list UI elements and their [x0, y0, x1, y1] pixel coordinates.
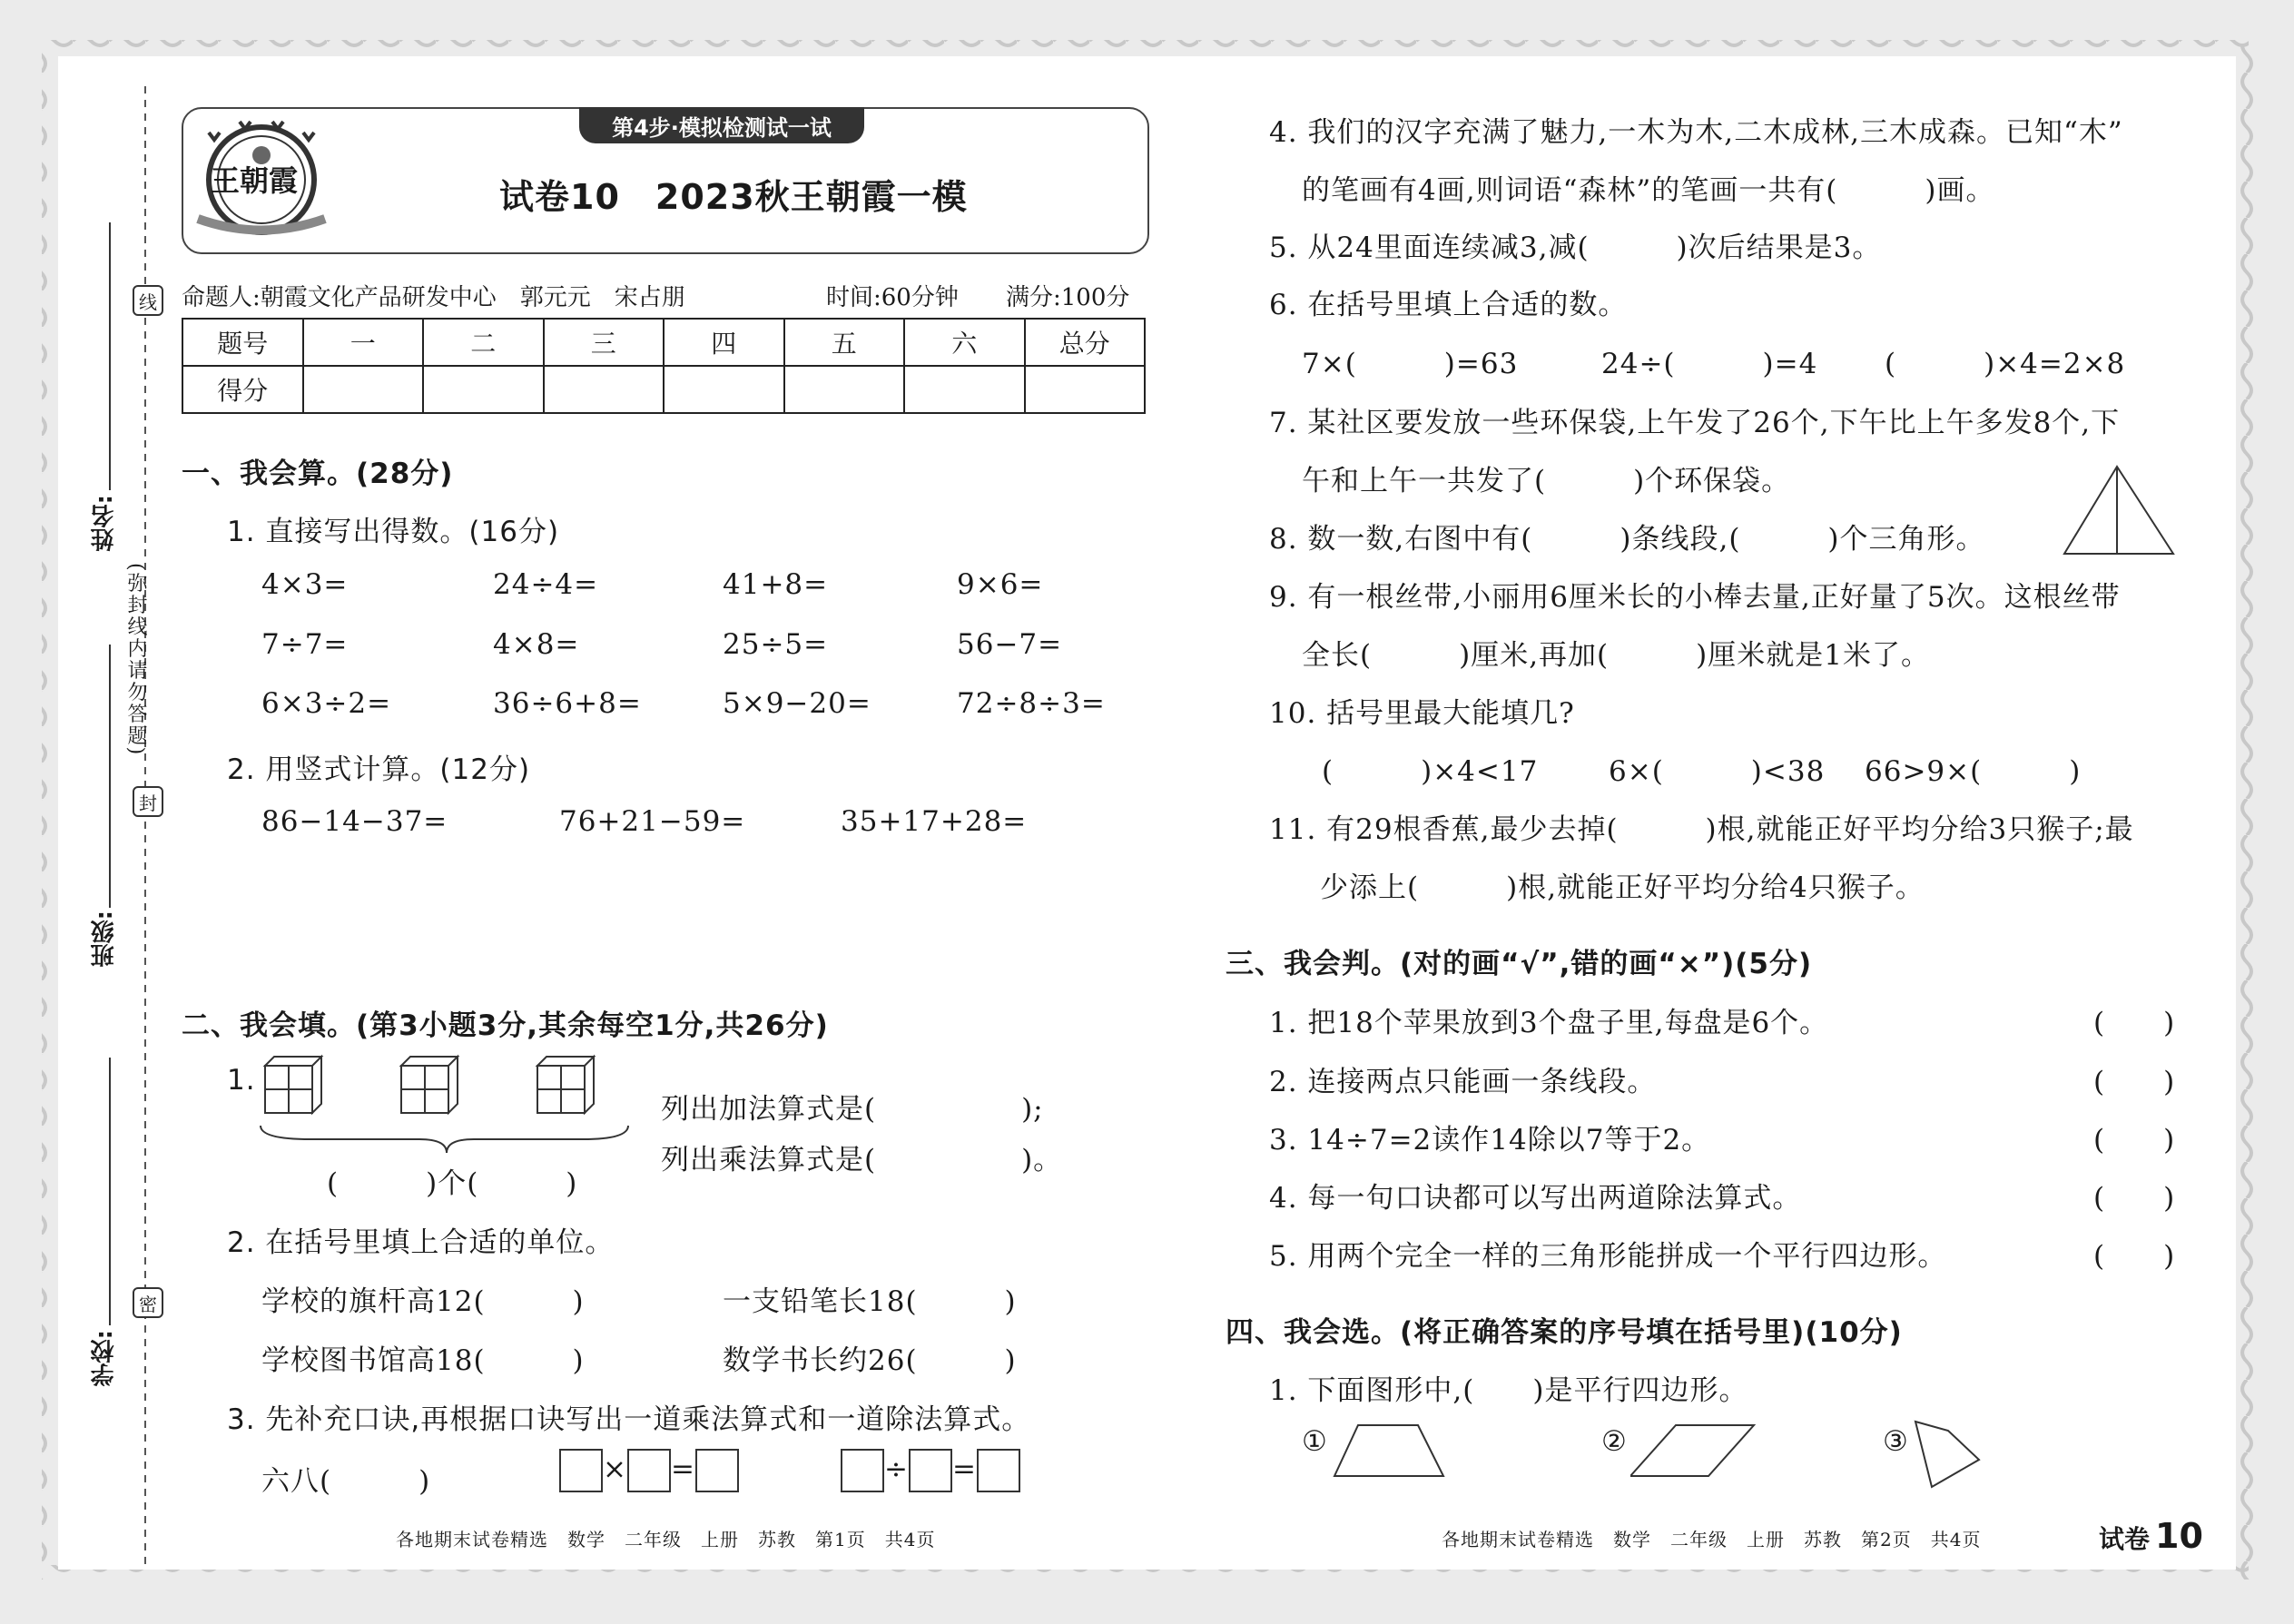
vertical-calc-item: 35+17+28= [841, 805, 1028, 838]
answer-box[interactable] [977, 1449, 1020, 1492]
judge-answer-bracket[interactable]: ( ) [2093, 1240, 2176, 1273]
q10-c: 66>9×( ) [1865, 755, 2082, 788]
q11-line2: 少添上( )根,就能正好平均分给4只猴子。 [1320, 871, 1925, 904]
vertical-calc-item: 76+21−59= [559, 805, 746, 838]
score-head-5: 五 [784, 319, 905, 366]
sec2-q2-title: 2. 在括号里填上合适的单位。 [227, 1226, 615, 1259]
sec2-q1-line1: 列出加法算式是( ); [661, 1093, 1044, 1126]
judge-answer-bracket[interactable]: ( ) [2093, 1066, 2176, 1098]
footer-badge [2099, 1516, 2203, 1556]
logo-text: 王朝霞 [211, 163, 299, 198]
parallelogram-shape [1630, 1422, 1757, 1480]
unit-item: 学校的旗杆高12( ) [261, 1285, 585, 1318]
unit-item: 数学书长约26( ) [723, 1344, 1017, 1377]
score-cell[interactable] [303, 366, 424, 413]
score-cell[interactable] [904, 366, 1025, 413]
answer-box[interactable] [909, 1449, 952, 1492]
step-tab: 第4步·模拟检测试一试 [579, 107, 864, 143]
footer-left: 各地期末试卷精选 数学 二年级 上册 苏教 第1页 共4页 [396, 1529, 936, 1550]
judge-item: 5. 用两个完全一样的三角形能拼成一个平行四边形。 [1269, 1240, 1947, 1273]
calc-item: 72÷8÷3= [957, 687, 1106, 720]
score-head-0: 题号 [182, 319, 303, 366]
q10-a: ( )×4<17 [1322, 755, 1539, 788]
calc-item: 56−7= [957, 628, 1063, 661]
school-field[interactable] [109, 1058, 111, 1325]
calc-item: 7÷7= [261, 628, 349, 661]
binding-note: (弥封线内请勿答题) [124, 563, 147, 757]
sec1-q2-title: 2. 用竖式计算。(12分) [227, 753, 531, 786]
judge-item: 2. 连接两点只能画一条线段。 [1269, 1066, 1657, 1098]
score-head-total: 总分 [1025, 319, 1146, 366]
footer-badge-label: 试卷 [2099, 1524, 2151, 1554]
sec2-title: 二、我会填。(第3小题3分,其余每空1分,共26分) [182, 1009, 829, 1042]
page-title: 试卷10 2023秋王朝霞一模 [499, 177, 968, 217]
score-row-label: 得分 [182, 366, 303, 413]
meta-score: 满分:100分 [1006, 284, 1130, 311]
judge-item: 3. 14÷7=2读作14除以7等于2。 [1269, 1124, 1711, 1156]
option-3-label: ③ [1883, 1425, 1909, 1458]
judge-item: 1. 把18个苹果放到3个盘子里,每盘是6个。 [1269, 1007, 1829, 1039]
score-table [182, 318, 1146, 414]
trapezoid-shape [1331, 1422, 1449, 1480]
q7-line2: 午和上午一共发了( )个环保袋。 [1302, 465, 1791, 497]
judge-answer-bracket[interactable]: ( ) [2093, 1007, 2176, 1039]
sec2-q1-line2: 列出乘法算式是( )。 [661, 1144, 1063, 1176]
q6-a: 7×( )=63 [1302, 348, 1519, 380]
calc-item: 9×6= [957, 568, 1044, 601]
school-label: 学校: [91, 1330, 118, 1387]
calc-item: 4×8= [493, 628, 580, 661]
class-label: 班级: [91, 910, 118, 968]
q10-b: 6×( )<38 [1609, 755, 1826, 788]
sec4-title: 四、我会选。(将正确答案的序号填在括号里)(10分) [1226, 1316, 1903, 1349]
unit-item: 一支铅笔长18( ) [723, 1285, 1017, 1318]
q9-line2: 全长( )厘米,再加( )厘米就是1米了。 [1302, 639, 1930, 672]
q10: 10. 括号里最大能填几? [1269, 697, 1575, 730]
q11-line1: 11. 有29根香蕉,最少去掉( )根,就能正好平均分给3只猴子;最 [1269, 813, 2134, 846]
sec2-q1-under: ( )个( ) [327, 1167, 578, 1200]
score-head-3: 三 [544, 319, 665, 366]
calc-item: 4×3= [261, 568, 349, 601]
option-1-label: ① [1302, 1425, 1328, 1458]
footer-right: 各地期末试卷精选 数学 二年级 上册 苏教 第2页 共4页 [1442, 1529, 1982, 1550]
score-cell[interactable] [423, 366, 544, 413]
score-cell[interactable] [544, 366, 665, 413]
div-equation: ÷ = [841, 1449, 1020, 1492]
sec4-q1: 1. 下面图形中,( )是平行四边形。 [1269, 1374, 1748, 1407]
name-field[interactable] [109, 222, 111, 490]
q4-line1: 4. 我们的汉字充满了魅力,一木为木,二木成林,三木成森。已知“木” [1269, 116, 2123, 149]
judge-answer-bracket[interactable]: ( ) [2093, 1182, 2176, 1215]
sec1-title: 一、我会算。(28分) [182, 458, 454, 490]
answer-box[interactable] [841, 1449, 884, 1492]
sec3-title: 三、我会判。(对的画“√”,错的画“×”)(5分) [1226, 948, 1813, 980]
sec2-q1-num: 1. [227, 1064, 256, 1097]
triangle-figure [2061, 463, 2179, 558]
q9-line1: 9. 有一根丝带,小丽用6厘米长的小棒去量,正好量了5次。这根丝带 [1269, 581, 2121, 614]
q6-b: 24÷( )=4 [1601, 348, 1818, 380]
sec2-q3-rhyme: 六八( ) [261, 1465, 431, 1498]
score-cell[interactable] [784, 366, 905, 413]
seal-mark-mi: 密 [133, 1287, 163, 1318]
calc-item: 41+8= [723, 568, 829, 601]
meta-time: 时间:60分钟 [826, 284, 959, 311]
seal-mark-xian: 线 [133, 285, 163, 316]
unit-item: 学校图书馆高18( ) [261, 1344, 585, 1377]
score-head-6: 六 [904, 319, 1025, 366]
calc-item: 6×3÷2= [261, 687, 392, 720]
score-head-1: 一 [303, 319, 424, 366]
q7-line1: 7. 某社区要发放一些环保袋,上午发了26个,下午比上午多发8个,下 [1269, 407, 2121, 439]
answer-box[interactable] [627, 1449, 671, 1492]
cube-stacks-figure [256, 1053, 637, 1162]
judge-item: 4. 每一句口诀都可以写出两道除法算式。 [1269, 1182, 1802, 1215]
class-field[interactable] [109, 645, 111, 908]
answer-box[interactable] [695, 1449, 739, 1492]
meta-author: 命题人:朝霞文化产品研发中心 郭元元 宋占朋 [182, 284, 685, 311]
score-cell[interactable] [664, 366, 784, 413]
calc-item: 5×9−20= [723, 687, 871, 720]
name-label: 姓名: [91, 495, 118, 552]
score-head-2: 二 [423, 319, 544, 366]
quadrilateral-shape [1912, 1418, 1984, 1491]
score-head-4: 四 [664, 319, 784, 366]
sec1-q1-title: 1. 直接写出得数。(16分) [227, 516, 560, 548]
sec2-q3-title: 3. 先补充口诀,再根据口诀写出一道乘法算式和一道除法算式。 [227, 1403, 1031, 1436]
judge-answer-bracket[interactable]: ( ) [2093, 1124, 2176, 1156]
mult-equation: × = [559, 1449, 739, 1492]
vertical-calc-item: 86−14−37= [261, 805, 448, 838]
answer-box[interactable] [559, 1449, 603, 1492]
seal-mark-feng: 封 [133, 786, 163, 817]
calc-item: 25÷5= [723, 628, 829, 661]
q4-line2: 的笔画有4画,则词语“森林”的笔画一共有( )画。 [1302, 174, 1995, 207]
calc-item: 24÷4= [493, 568, 599, 601]
q6-c: ( )×4=2×8 [1885, 348, 2126, 380]
q5: 5. 从24里面连续减3,减( )次后结果是3。 [1269, 231, 1882, 264]
footer-badge-number: 10 [2155, 1516, 2203, 1556]
calc-item: 36÷6+8= [493, 687, 642, 720]
score-cell[interactable] [1025, 366, 1146, 413]
q6: 6. 在括号里填上合适的数。 [1269, 289, 1628, 321]
q8: 8. 数一数,右图中有( )条线段,( )个三角形。 [1269, 523, 1985, 556]
option-2-label: ② [1601, 1425, 1628, 1458]
